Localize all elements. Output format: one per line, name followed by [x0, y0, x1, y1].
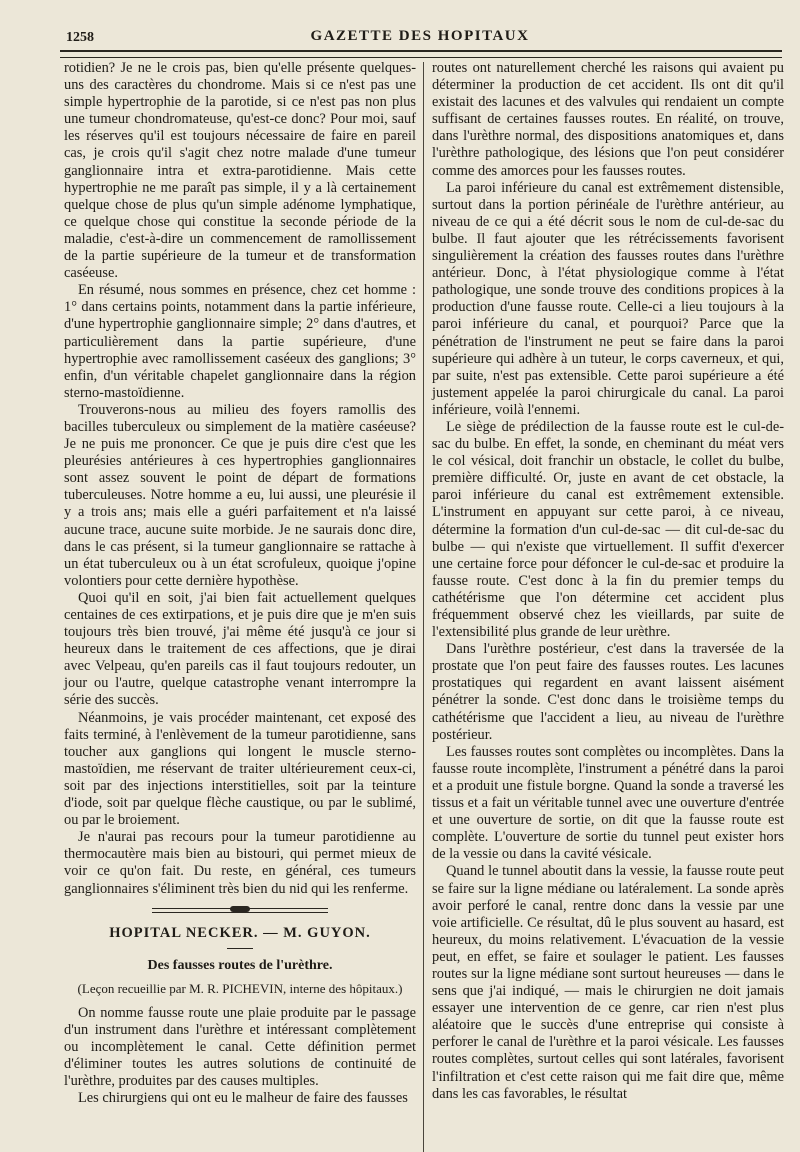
article-title: Des fausses routes de l'urèthre.: [147, 957, 333, 973]
paragraph: On nomme fausse route une plaie produite par le passage d'un instrument dans l'urèthre et intéressant complètement ou incomplètement le canal. Cette définition permet d'éliminer toutes les autres solutions de continuité de l'urèthre, produites par des causes multiples.: [64, 1004, 416, 1090]
header-rule: [60, 50, 782, 58]
section-heading: HOPITAL NECKER. — M. GUYON.: [109, 924, 371, 941]
article-byline: (Leçon recueillie par M. R. PICHEVIN, interne des hôpitaux.): [77, 980, 403, 996]
section-divider: [152, 908, 328, 913]
column-divider: [423, 62, 424, 1152]
paragraph: rotidien? Je ne le crois pas, bien qu'elle présente quelques-uns des caractères du chondrome. Mais si ce n'est pas une simple hypertrophie de la parotide, si ce n'est pas non plus une tumeur chondromateuse, qu'est-ce donc? Pour moi, sauf les réserves qu'il est toujours nécessaire de faire en pareil cas, je crois qu'il s'agit chez notre malade d'une tumeur ganglionnaire intra et extra-parotidienne. Mais cette hypertrophie ne me paraît pas simple, il y a là certainement quelque chose de plus qu'un simple adénome lymphatique, ce quelque chose qui constitue la seconde période de la maladie, c'est-à-dire un commencement de ramollissement de la partie supérieure de la tumeur et de transformation caséeuse.: [64, 60, 416, 282]
paragraph: Trouverons-nous au milieu des foyers ramollis des bacilles tuberculeux ou simplement de la matière caséeuse? Je ne puis me prononcer. Ce que je puis dire c'est que les pleurésies antérieures à ces hypertrophies ganglionnaires sont assez souvent le point de départ de formations tuberculeuses. Notre homme a eu, lui aussi, une pleurésie il y a trois ans; mais elle a guéri parfaitement et n'a laissé aucune trace, aucune suite morbide. Je ne saurais donc dire, dans le cas présent, si la tumeur ganglionnaire se rattache à un état tuberculeux ou à un état scrofuleux, quoique j'opine volontiers pour cette dernière hypothèse.: [64, 401, 416, 589]
left-column: [64, 60, 416, 1107]
heading-rule: [227, 948, 253, 949]
paragraph: Dans l'urèthre postérieur, c'est dans la traversée de la prostate que l'on peut faire des fausses routes. Les lacunes prostatiques qui regardent en avant laissent aisément pénétrer la sonde. C'est donc dans le troisième temps du cathétérisme que l'accident a lieu, au niveau de l'urèthre postérieur.: [432, 641, 784, 743]
right-column: [432, 60, 784, 1103]
paragraph: En résumé, nous sommes en présence, chez cet homme : 1° dans certains points, notamment dans la partie inférieure, d'une hypertrophie ganglionnaire simple; 2° dans d'autres, et particulièrement dans la partie supérieure, d'une hypertrophie avec ramollissement caséeux des ganglions; 3° enfin, d'un véritable chapelet ganglionnaire dans la région sterno-mastoïdienne.: [64, 282, 416, 401]
paragraph: routes ont naturellement cherché les raisons qui avaient pu déterminer la production de cet accident. Ils ont dit qu'il existait des lacunes et des valvules qui rendaient un compte suffisant de certaines fausses routes. En réalité, on trouve, dans l'urèthre normal, des dispositions anatomiques et, dans l'urèthre pathologique, des lésions que l'on peut considérer comme des amorces pour les fausses routes.: [432, 60, 784, 179]
paragraph: Le siège de prédilection de la fausse route est le cul-de-sac du bulbe. En effet, la sonde, en cheminant du méat vers le col vésical, doit franchir un obstacle, le collet du bulbe, première difficulté. Or, juste en avant de cet obstacle, la paroi inférieure du canal est extrêmement extensible. L'instrument en appuyant sur cette paroi, à ce niveau, détermine la formation d'un cul-de-sac — dit cul-de-sac du bulbe — qui n'existe que virtuellement. Il suffit d'exercer une certaine force pour défoncer le cul-de-sac et produire la fausse route. C'est donc à la fin du premier temps du cathétérisme que l'on détermine cet accident plus fréquemment observé chez les vieillards, par suite de l'extensibilité plus grande de leur urèthre.: [432, 418, 784, 641]
page-number: 1258: [66, 30, 94, 45]
paragraph: Les chirurgiens qui ont eu le malheur de faire des fausses: [78, 1090, 408, 1107]
paragraph: Quoi qu'il en soit, j'ai bien fait actuellement quelques centaines de ces extirpations, et je puis dire que je m'en suis toujours très bien trouvé, j'ai même été jusqu'à ce jour si heureux dans le traitement de ces affections, que je dirai avec Velpeau, qu'en pareils cas il faut toujours redouter, un jour ou l'autre, quelque catastrophe venant interrompre la série des succès.: [64, 589, 416, 709]
paragraph: Néanmoins, je vais procéder maintenant, cet exposé des faits terminé, à l'enlèvement de la tumeur parotidienne, sans toucher aux ganglions qui longent le muscle sterno-mastoïdien, me réservant de traiter ultérieurement ceux-ci, soit par des injections interstitielles, soit par la teinture d'iode, soit par quelque flèche caustique, ou par le sublimé, ou par le broiement.: [64, 709, 416, 829]
paragraph: La paroi inférieure du canal est extrêmement distensible, surtout dans la portion périnéale de l'urèthre antérieur, au niveau de ce qui a été décrit sous le nom de cul-de-sac du bulbe. Il faut ajouter que les rétrécissements favorisent singulièrement la création des fausses routes dans l'urèthre antérieur. Donc, à l'état physiologique comme à l'état pathologique, une sonde trouve des conditions propices à la production d'une fausse route. Celle-ci a lieu toujours à la paroi inférieure du canal, et pourquoi? Parce que la pénétration de l'instrument ne peut se faire dans la paroi supérieure qui adhère à un tuteur, le corps caverneux, et qui, par suite, n'est pas extensible. Cette paroi supérieure a été justement appelée la paroi chirurgicale du canal. La paroi inférieure, voilà l'ennemi.: [432, 179, 784, 418]
paragraph: Je n'aurai pas recours pour la tumeur parotidienne au thermocautère mais bien au bistouri, qui permet mieux de voir ce qu'on fait. Du reste, en général, ces tumeurs ganglionnaires s'éliminent très bien du nid qui les renferme.: [64, 829, 416, 897]
journal-title: GAZETTE DES HOPITAUX: [310, 28, 530, 44]
paragraph: Quand le tunnel aboutit dans la vessie, la fausse route peut se faire sur la ligne médiane ou latéralement. La sonde après avoir perforé le canal, rentre donc dans la vessie par une voie artificielle. Ce résultat, dû le plus souvent au hasard, est heureux, du moins relativement. L'évacuation de la vessie peut, en effet, se faire et soulager le patient. Les fausses routes sur la ligne médiane sont surtout heureuses — dans le sens que j'ai indiqué, — mais le chirurgien ne doit jamais essayer une intervention de ce genre, car rien n'est plus aléatoire que le succès d'une entreprise qui consiste à perforer le canal de l'urèthre et la paroi vésicale. Les fausses routes complètes, surtout celles qui sont latérales, favorisent l'infiltration et c'est cette raison qui me fait dire que, même dans les cas favorables, le résultat: [432, 863, 784, 1102]
page-header: [60, 26, 780, 48]
paragraph: Les fausses routes sont complètes ou incomplètes. Dans la fausse route incomplète, l'instrument a pénétré dans la paroi et a produit une fistule borgne. Quand la sonde a traversé les tissus et a fait un véritable tunnel avec une ouverture d'entrée et une ouverture de sortie, on dit que la fausse route est complète. L'ouverture de sortie du tunnel peut exister hors de la vessie ou dans la cavité vésicale.: [432, 743, 784, 863]
divider-ornament: [230, 906, 250, 912]
